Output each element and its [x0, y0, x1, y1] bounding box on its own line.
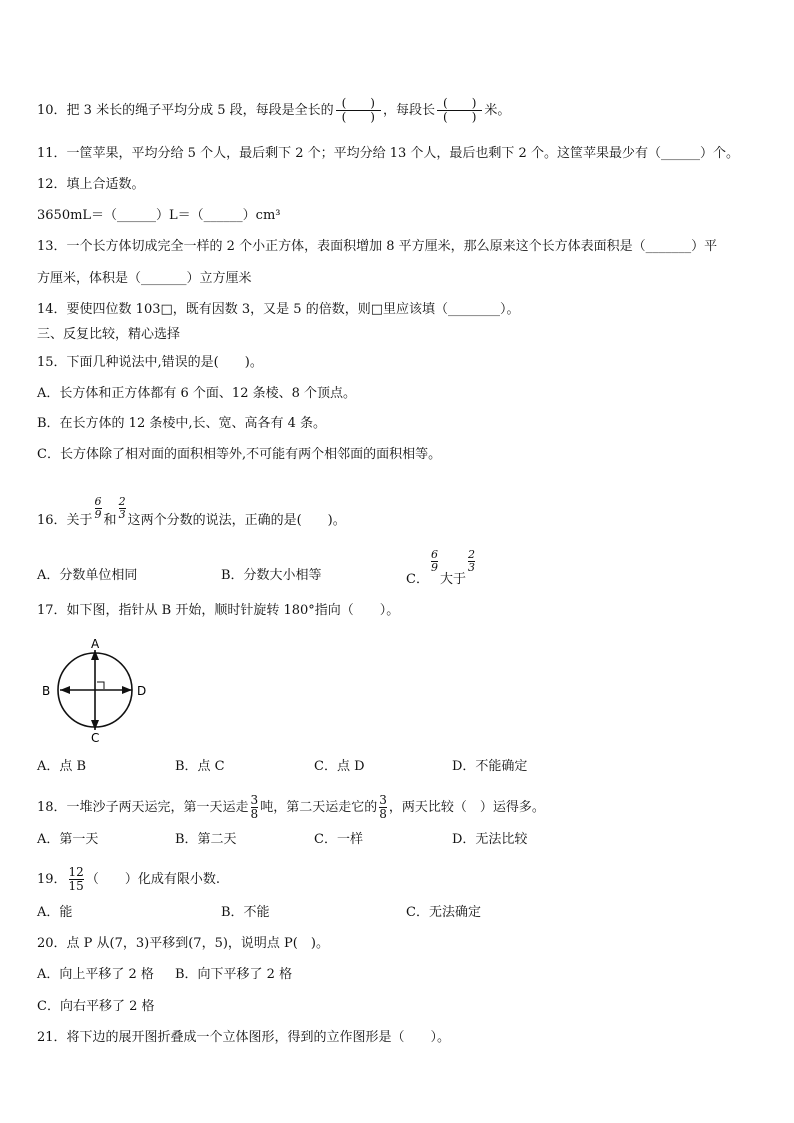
question-13-line1: 13．一个长方体切成完全一样的 2 个小正方体，表面积增加 8 平方厘米，那么原来这个长方体表面积是（_______）平	[37, 239, 718, 254]
question-12-blanks: 3650mL＝（______）L＝（______）cm³	[37, 208, 281, 223]
option-a: A．长方体和正方体都有 6 个面、12 条棱、8 个顶点。	[37, 386, 357, 401]
option-b: B．第二天	[175, 832, 237, 847]
option-c: C．无法确定	[406, 905, 481, 920]
option-a: A．向上平移了 2 格	[37, 967, 154, 982]
question-13-line2: 方厘米，体积是（_______）立方厘米	[37, 271, 252, 286]
question-15: 15．下面几种说法中,错误的是( )。	[37, 355, 263, 370]
blank-fraction: $\frac{( )}{( )}$	[336, 97, 381, 124]
option-a: A．第一天	[37, 832, 99, 847]
option-d: D．无法比较	[452, 832, 528, 847]
question-18: 18．一堆沙子两天运完，第一天运走 $\frac{3}{8}$ 吨，第二天运走它的 $\frac{3}{8}$ ，两天比较（ ）运得多。	[37, 793, 545, 821]
question-text: 把 3 米长的绳子平均分成 5 段，每段是全长的	[66, 103, 334, 118]
option-d: D．不能确定	[452, 759, 528, 774]
question-10	[37, 97, 510, 124]
fraction-3-8: $\frac{3}{8}$	[379, 793, 387, 821]
option-c: C． $\frac{6}{9}$ 大于 $\frac{2}{3}$	[406, 548, 475, 587]
question-14: 14．要使四位数 103□，既有因数 3，又是 5 的倍数，则□里应该填（________）。	[37, 302, 520, 317]
label-c: C	[91, 731, 100, 745]
fraction-6-9: $\frac{6}{9}$	[94, 495, 102, 521]
question-19: 19． $\frac{12}{15}$ （ ）化成有限小数.	[37, 865, 220, 893]
question-number: 10．	[37, 103, 67, 118]
arrow-down-icon	[91, 720, 99, 730]
label-b: B	[42, 684, 51, 698]
question-text: 米。	[484, 103, 511, 118]
fraction-3-8: $\frac{3}{8}$	[250, 793, 259, 821]
option-c: C．点 D	[314, 759, 365, 774]
option-a: A．分数单位相同	[37, 568, 138, 583]
compass-diagram	[40, 638, 155, 748]
question-17: 17．如下图，指针从 B 开始，顺时针旋转 180°指向（ ）。	[37, 603, 400, 618]
arrow-right-icon	[122, 686, 132, 694]
option-c: C．向右平移了 2 格	[37, 999, 155, 1014]
option-b: B．点 C	[175, 759, 225, 774]
option-a: A．能	[37, 905, 73, 920]
label-d: D	[137, 684, 147, 698]
question-text: ，每段长	[383, 103, 436, 118]
option-c: C．长方体除了相对面的面积相等外,不可能有两个相邻面的面积相等。	[37, 447, 442, 462]
arrow-left-icon	[60, 686, 70, 694]
fraction-12-15: $\frac{12}{15}$	[68, 865, 84, 893]
arrow-up-icon	[91, 650, 99, 660]
question-20: 20．点 P 从(7，3)平移到(7，5)，说明点 P( )。	[37, 936, 329, 951]
option-c: C．一样	[314, 832, 363, 847]
option-a: A．点 B	[37, 759, 87, 774]
option-b: B．在长方体的 12 条棱中,长、宽、高各有 4 条。	[37, 416, 327, 431]
right-angle-icon	[97, 682, 104, 689]
option-b: B．不能	[221, 905, 270, 920]
fraction-6-9: $\frac{6}{9}$	[430, 548, 438, 574]
question-11: 11．一筐苹果，平均分给 5 个人，最后剩下 2 个；平均分给 13 个人，最后也剩下 2 个。这筐苹果最少有（______）个。	[37, 146, 739, 161]
option-b: B．分数大小相等	[221, 568, 322, 583]
question-21: 21．将下边的展开图折叠成一个立体图形，得到的立作图形是（ ）。	[37, 1030, 451, 1045]
option-b: B．向下平移了 2 格	[175, 967, 293, 982]
section-heading: 三、反复比较，精心选择	[37, 327, 181, 342]
question-16: 16．关于 $\frac{6}{9}$ 和 $\frac{2}{3}$ 这两个分数的说法，正确的是( )。	[37, 495, 346, 528]
fraction-2-3: $\frac{2}{3}$	[118, 495, 126, 521]
label-a: A	[91, 638, 100, 651]
question-12: 12．填上合适数。	[37, 177, 145, 192]
blank-fraction: $\frac{( )}{( )}$	[437, 97, 482, 124]
fraction-2-3: $\frac{2}{3}$	[467, 548, 475, 574]
